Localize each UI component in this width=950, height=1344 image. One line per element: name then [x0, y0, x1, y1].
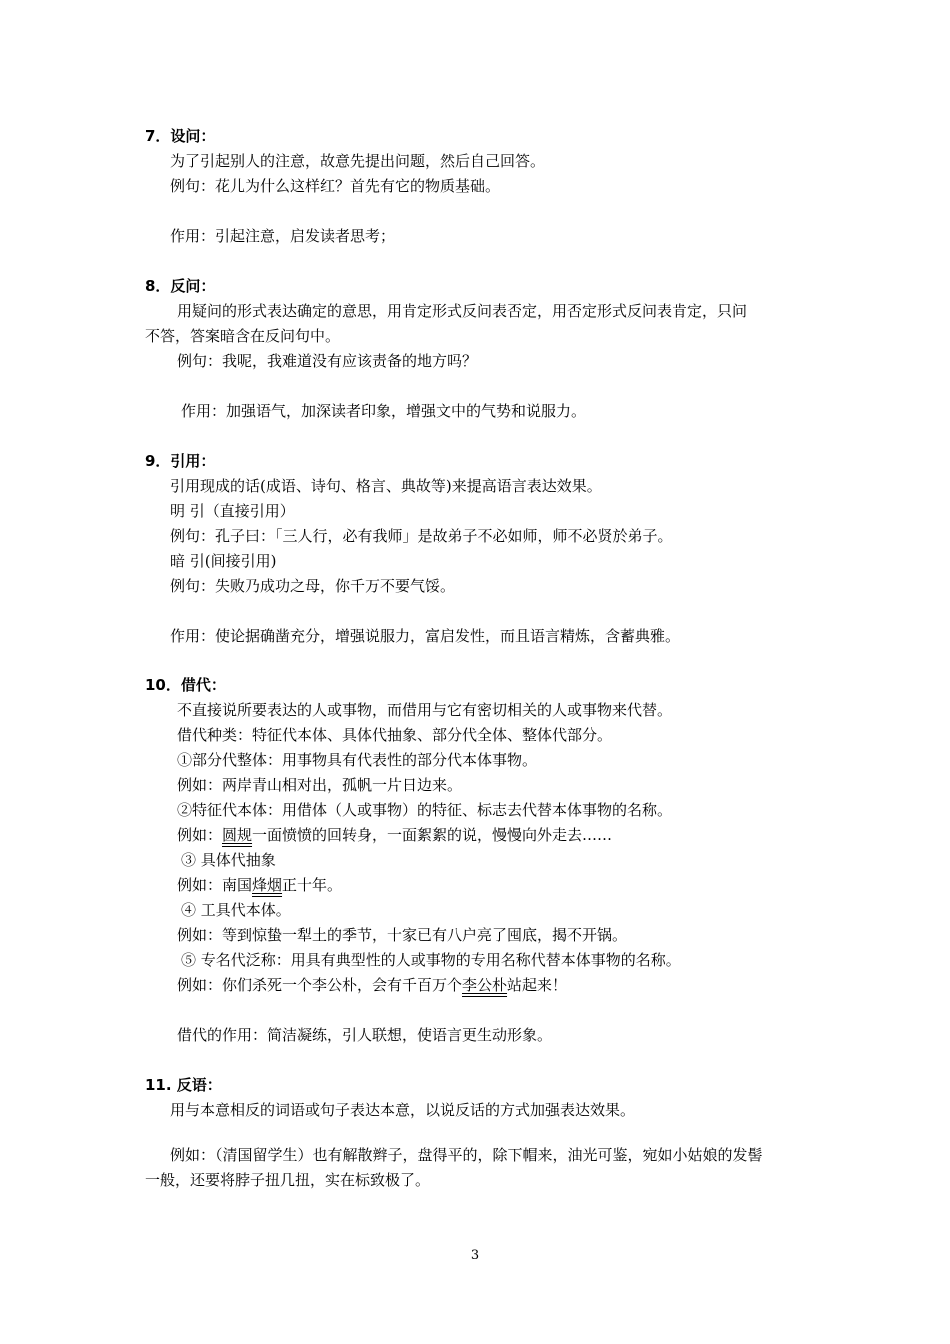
paragraph: 用与本意相反的词语或句子表达本意，以说反话的方式加强表达效果。 [170, 1101, 636, 1119]
paragraph: 用疑问的形式表达确定的意思，用肯定形式反问表否定，用否定形式反问表肯定，只问 [177, 302, 748, 320]
paragraph: 借代种类：特征代本体、具体代抽象、部分代全体、整体代部分。 [177, 726, 613, 744]
subheading: 明 引（直接引用） [170, 502, 295, 520]
example-line [177, 825, 612, 845]
subheading: 暗 引(间接引用) [170, 552, 277, 570]
text-run: 例如： [177, 826, 223, 844]
underlined-term: 烽烟 [252, 876, 283, 894]
example-line [177, 975, 567, 995]
effect-line: 作用：加强语气，加深读者印象，增强文中的气势和说服力。 [181, 402, 587, 420]
section-heading: 7．设问： [145, 127, 216, 145]
paragraph: 不直接说所要表达的人或事物，而借用与它有密切相关的人或事物来代替。 [177, 701, 673, 719]
paragraph: 不答，答案暗含在反问句中。 [145, 327, 341, 345]
paragraph: ⑤ 专名代泛称：用具有典型性的人或事物的专用名称代替本体事物的名称。 [181, 951, 681, 969]
example-line: 例句：花儿为什么这样红？首先有它的物质基础。 [170, 177, 501, 195]
paragraph: ②特征代本体：用借体（人或事物）的特征、标志去代替本体事物的名称。 [177, 801, 673, 819]
text-run: 一面愤愤的回转身，一面絮絮的说，慢慢向外走去…… [252, 826, 613, 844]
text-run: 正十年。 [282, 876, 343, 894]
underlined-term: 李公朴 [462, 976, 508, 994]
example-line: 例句：失败乃成功之母，你千万不要气馁。 [170, 577, 456, 595]
paragraph: ①部分代整体：用事物具有代表性的部分代本体事物。 [177, 751, 538, 769]
subheading: ④ 工具代本体。 [181, 901, 291, 919]
page-number: 3 [470, 1248, 480, 1263]
section-heading: 9．引用： [145, 452, 216, 470]
text-run: 例如：你们杀死一个李公朴，会有千百万个 [177, 976, 463, 994]
effect-line: 借代的作用：简洁凝练，引人联想，使语言更生动形象。 [177, 1026, 553, 1044]
paragraph: 引用现成的话(成语、诗句、格言、典故等)来提高语言表达效果。 [170, 477, 602, 495]
example-line: 例如：两岸青山相对出，孤帆一片日边来。 [177, 776, 463, 794]
example-line [177, 875, 342, 895]
effect-line: 作用：引起注意，启发读者思考； [170, 227, 396, 245]
example-line: 例如：等到惊蛰一犁土的季节，十家已有八户亮了囤底，揭不开锅。 [177, 926, 628, 944]
text-run: 站起来！ [507, 976, 568, 994]
section-heading: 11. 反语： [145, 1076, 222, 1094]
section-heading: 10．借代： [145, 676, 226, 694]
example-line: 例句：我呢，我难道没有应该责备的地方吗？ [177, 352, 478, 370]
example-line: 例如：（清国留学生）也有解散辫子，盘得平的，除下帽来，油光可鉴，宛如小姑娘的发髻 [170, 1146, 763, 1164]
text-run: 例如：南国 [177, 876, 253, 894]
underlined-term: 圆规 [222, 826, 253, 844]
paragraph: 为了引起别人的注意，故意先提出问题，然后自己回答。 [170, 152, 546, 170]
example-line: 一般，还要将脖子扭几扭，实在标致极了。 [145, 1171, 431, 1189]
subheading: ③ 具体代抽象 [181, 851, 276, 869]
effect-line: 作用：使论据确凿充分，增强说服力，富启发性，而且语言精炼，含蓄典雅。 [170, 627, 681, 645]
example-line: 例句：孔子曰：「三人行，必有我师」是故弟子不必如师，师不必贤於弟子。 [170, 527, 673, 545]
section-heading: 8．反问： [145, 277, 216, 295]
